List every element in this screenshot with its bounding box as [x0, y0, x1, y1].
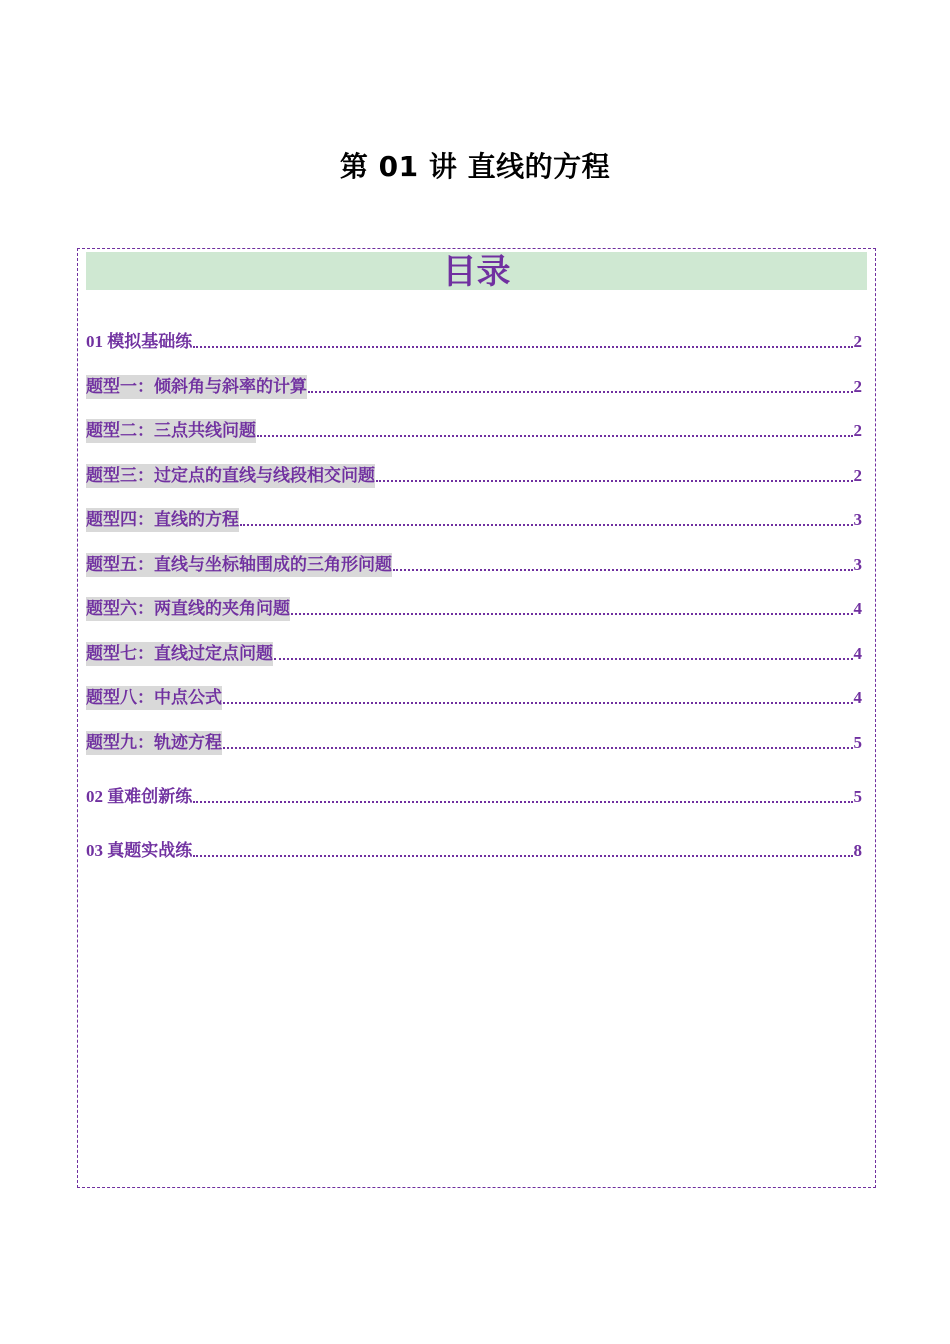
- toc-entry-type-5[interactable]: [86, 551, 862, 577]
- toc-entry-page: 4: [853, 599, 862, 618]
- toc-entry-page: 3: [853, 555, 862, 574]
- toc-entry-type-2[interactable]: [86, 417, 862, 443]
- toc-entry-type-4[interactable]: [86, 506, 862, 532]
- toc-leader-dots: [223, 701, 853, 704]
- toc-entry-label: 题型三：过定点的直线与线段相交问题: [86, 464, 375, 488]
- toc-entry-label: 01 模拟基础练: [86, 332, 193, 351]
- toc-entry-label: 题型五：直线与坐标轴围成的三角形问题: [86, 553, 392, 577]
- toc-entry-label: 题型二：三点共线问题: [86, 419, 256, 443]
- toc-entry-page: 2: [853, 377, 862, 396]
- toc-leader-dots: [193, 345, 852, 348]
- toc-entry-type-1[interactable]: [86, 373, 862, 399]
- toc-entry-type-9[interactable]: [86, 729, 862, 755]
- toc-entry-label: 题型六：两直线的夹角问题: [86, 597, 290, 621]
- toc-entry-label: 03 真题实战练: [86, 841, 193, 860]
- toc-entry-page: 5: [853, 733, 862, 752]
- toc-entry-page: 2: [853, 466, 862, 485]
- toc-entry-label: 题型四：直线的方程: [86, 508, 239, 532]
- toc-entry-type-8[interactable]: [86, 684, 862, 710]
- toc-entry-page: 8: [853, 841, 862, 860]
- toc-entry-page: 2: [853, 332, 862, 351]
- toc-entry-label: 题型八：中点公式: [86, 686, 222, 710]
- toc-entry-label: 题型七：直线过定点问题: [86, 642, 273, 666]
- toc-entry-label: 02 重难创新练: [86, 787, 193, 806]
- toc-leader-dots: [240, 523, 853, 526]
- toc-entry-page: 5: [853, 787, 862, 806]
- toc-leader-dots: [393, 568, 853, 571]
- toc-leader-dots: [274, 657, 853, 660]
- toc-leader-dots: [291, 612, 853, 615]
- toc-entry-page: 4: [853, 688, 862, 707]
- toc-leader-dots: [223, 746, 853, 749]
- toc-entry-page: 2: [853, 421, 862, 440]
- toc-entry-hard-innovation[interactable]: [86, 783, 862, 809]
- toc-entry-page: 4: [853, 644, 862, 663]
- toc-entry-basic-practice[interactable]: [86, 328, 862, 354]
- toc-entry-real-exam[interactable]: [86, 837, 862, 863]
- toc-leader-dots: [308, 390, 853, 393]
- toc-leader-dots: [376, 479, 853, 482]
- toc-leader-dots: [193, 800, 852, 803]
- document-title: 第 01 讲 直线的方程: [339, 150, 611, 183]
- toc-leader-dots: [193, 854, 852, 857]
- table-of-contents: [77, 248, 876, 1188]
- toc-header: 目录: [86, 252, 867, 290]
- toc-entry-label: 题型九：轨迹方程: [86, 731, 222, 755]
- toc-entry-type-7[interactable]: [86, 640, 862, 666]
- toc-entry-page: 3: [853, 510, 862, 529]
- toc-entry-type-3[interactable]: [86, 462, 862, 488]
- toc-entry-type-6[interactable]: [86, 595, 862, 621]
- toc-leader-dots: [257, 434, 853, 437]
- toc-entry-label: 题型一：倾斜角与斜率的计算: [86, 375, 307, 399]
